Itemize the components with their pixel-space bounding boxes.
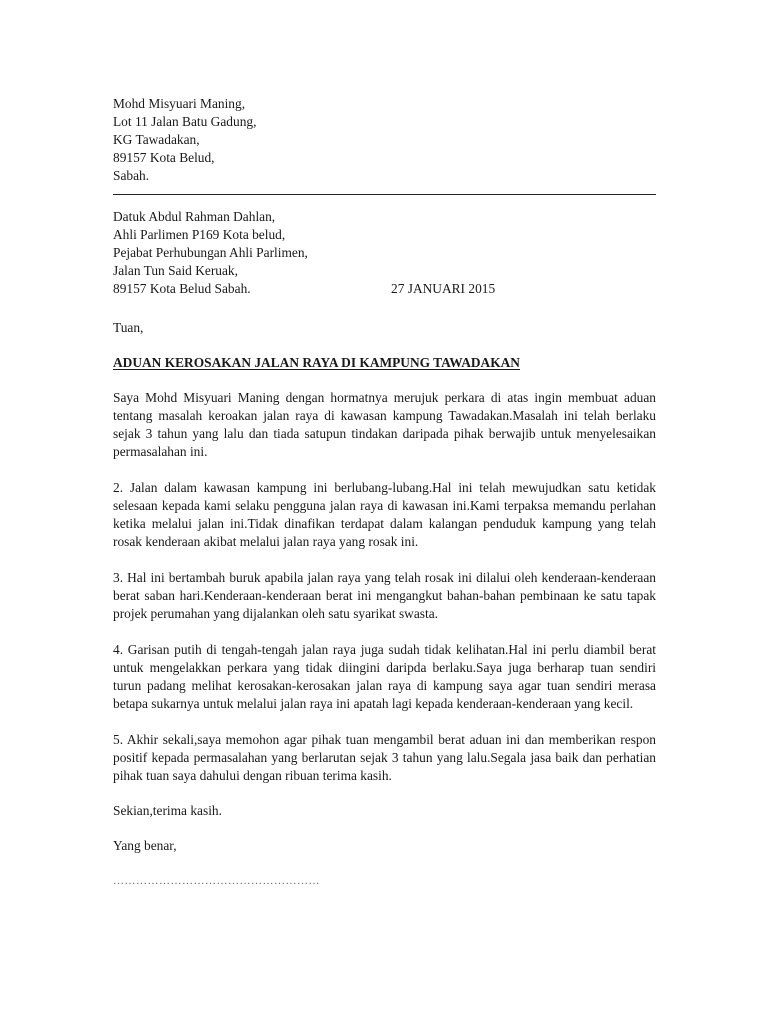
recipient-address-line: Jalan Tun Said Keruak, [113, 263, 238, 278]
body-paragraph: 4. Garisan putih di tengah-tengah jalan raya juga sudah tidak kelihatan.Hal ini perlu diambil berat untuk mengelakkan perkara yang tidak diingini daripda berlaku.Saya juga berharap tuan sendiri turun padang melihat kerosakan-kerosakan jalan raya di kampung saya agar tuan sendiri merasa betapa sukarnya untuk melalui jalan raya ini apatah lagi kepada kenderaan-kenderaan yang kecil. [113, 642, 656, 711]
letter-body [113, 95, 656, 890]
signature-placeholder: ……………………………………………… [113, 875, 320, 887]
address-divider [113, 194, 656, 195]
recipient-address-line: Ahli Parlimen P169 Kota belud, [113, 227, 286, 242]
sender-address-line: 89157 Kota Belud, [113, 150, 215, 165]
body-paragraph: Saya Mohd Misyuari Maning dengan hormatnya merujuk perkara di atas ingin membuat aduan tentang masalah keroakan jalan raya di kawasan kampung Tawadakan.Masalah ini telah berlaku sejak 3 tahun yang lalu dan tiada satupun tindakan daripada pihak berwajib untuk menyelesaikan permasalahan ini. [113, 390, 656, 459]
letter-date: 27 JANUARI 2015 [391, 281, 496, 296]
recipient-address-line: Datuk Abdul Rahman Dahlan, [113, 209, 276, 224]
sender-address [113, 95, 656, 185]
body-paragraph: 3. Hal ini bertambah buruk apabila jalan raya yang telah rosak ini dilalui oleh kenderaan-kenderaan berat saban hari.Kenderaan-kenderaan berat ini mengangkut bahan-bahan pembinaan ke satu tapak projek perumahan yang dijalankan oleh satu syarikat swasta. [113, 570, 656, 621]
sender-address-line: KG Tawadakan, [113, 132, 200, 147]
recipient-address [113, 208, 656, 298]
letter-subject: ADUAN KEROSAKAN JALAN RAYA DI KAMPUNG TAWADAKAN [113, 355, 520, 370]
closing-remark: Sekian,terima kasih. [113, 803, 222, 818]
sender-address-line: Mohd Misyuari Maning, [113, 96, 246, 111]
recipient-address-line: 89157 Kota Belud Sabah. [113, 281, 251, 296]
salutation: Tuan, [113, 320, 144, 335]
sender-address-line: Sabah. [113, 168, 150, 183]
body-paragraph: 5. Akhir sekali,saya memohon agar pihak tuan mengambil berat aduan ini dan memberikan respon positif kepada permasalahan yang berlarutan sejak 3 tahun yang lalu.Segala jasa baik dan perhatian pihak tuan saya dahului dengan ribuan terima kasih. [113, 732, 656, 783]
recipient-date-row [113, 280, 656, 298]
sign-off: Yang benar, [113, 838, 177, 853]
sender-address-line: Lot 11 Jalan Batu Gadung, [113, 114, 257, 129]
body-paragraph: 2. Jalan dalam kawasan kampung ini berlubang-lubang.Hal ini telah mewujudkan satu ketidak selesaan kepada kami selaku pengguna jalan raya di kawasan ini.Kami terpaksa memandu perlahan ketika melalui jalan ini.Tidak dinafikan terdapat dalam kalangan penduduk kampung yang telah rosak kenderaan akibat melalui jalan raya yang rosak ini. [113, 480, 656, 549]
recipient-address-line: Pejabat Perhubungan Ahli Parlimen, [113, 245, 308, 260]
